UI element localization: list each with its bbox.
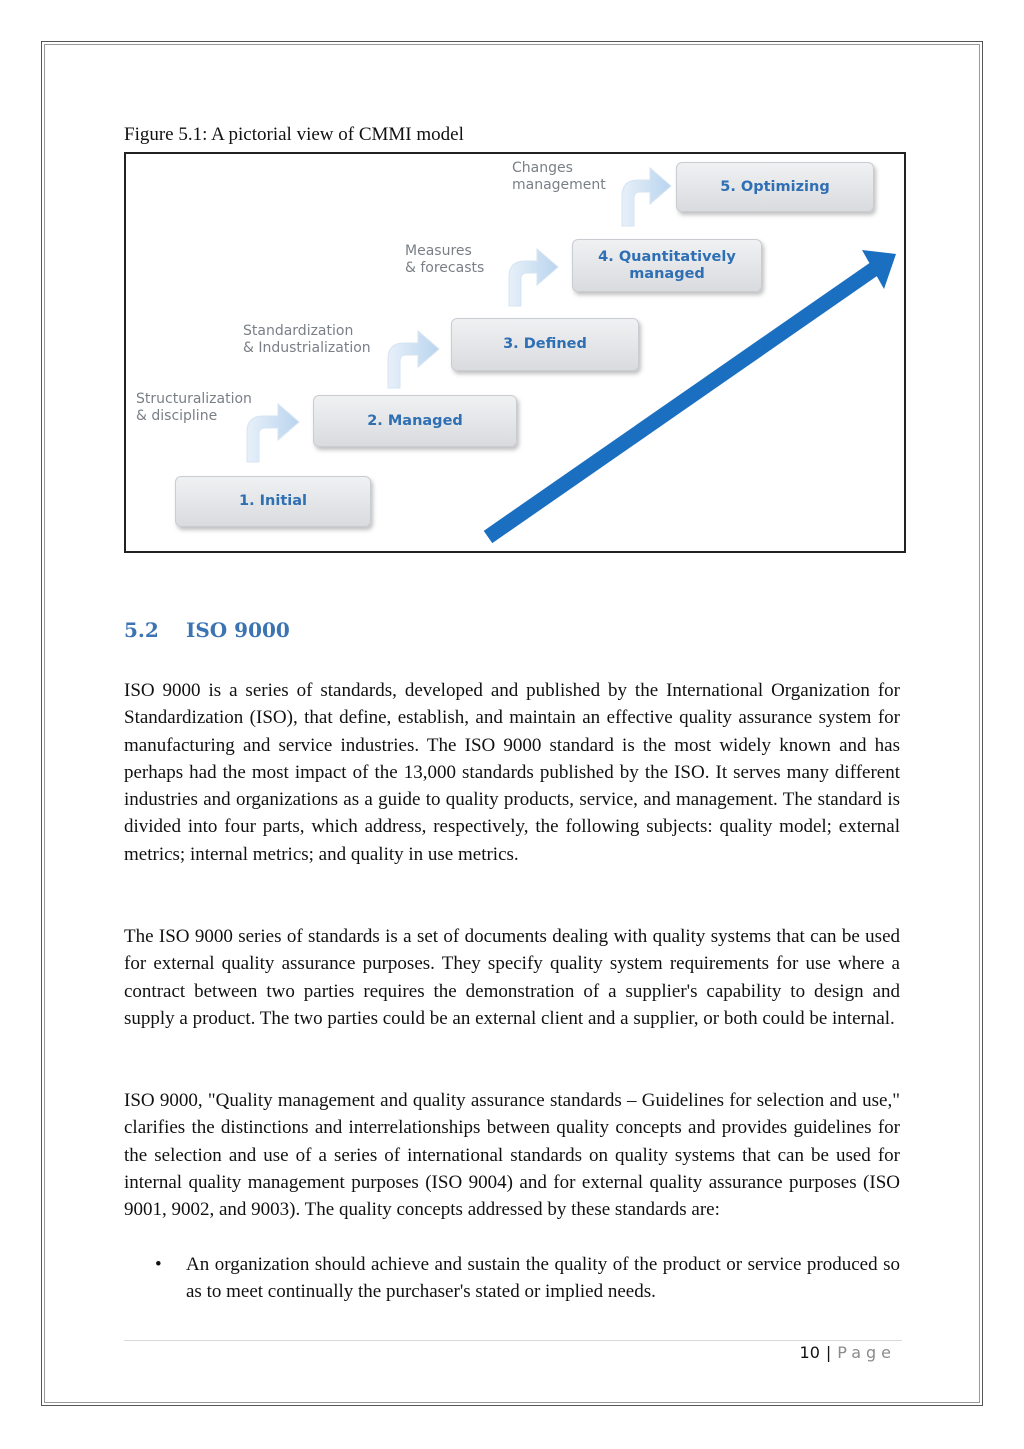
page-number: 10 xyxy=(799,1343,820,1362)
step-arrow-icon-2 xyxy=(388,331,439,388)
page-footer xyxy=(800,1343,896,1362)
level-box-defined: 3. Defined xyxy=(451,318,639,371)
list-item xyxy=(124,1251,900,1306)
stage-label-structuralization: Structuralization & discipline xyxy=(136,391,252,424)
big-diagonal-arrow-icon xyxy=(488,250,896,537)
paragraph-3: ISO 9000, "Quality management and quality assurance standards – Guidelines for selection and use," clarifies the distinctions and interrelationships between quality concepts and provides guidelines for the selection and use of a series of international standards on quality systems that can be used for internal quality management purposes (ISO 9004) and for external quality assurance purposes (ISO 9001, 9002, and 9003). The quality concepts addressed by these standards are: xyxy=(124,1090,900,1221)
step-arrow-icon-1 xyxy=(247,404,299,462)
stage-label-changes: Changes management xyxy=(512,160,606,193)
bullet-text: An organization should achieve and sustain the quality of the product or service produced so as to meet continually the purchaser's stated or implied needs. xyxy=(186,1254,900,1303)
level-box-initial: 1. Initial xyxy=(175,476,371,527)
paragraph-1: ISO 9000 is a series of standards, developed and published by the International Organization for Standardization (ISO), that define, establish, and maintain an effective quality assurance system for manufacturing and service industries. The ISO 9000 standard is the most widely known and has perhaps had the most impact of the 13,000 standards published by the ISO. It serves many different industries and organizations as a guide to quality products, service, and management. The standard is divided into four parts, which address, respectively, the following subjects: quality model; external metrics; internal metrics; and quality in use metrics. xyxy=(124,680,900,865)
bullet-dot-icon: • xyxy=(155,1254,162,1275)
footer-separator: | xyxy=(825,1343,832,1362)
paragraph-2: The ISO 9000 series of standards is a set of documents dealing with quality systems that can be used for external quality assurance purposes. They specify quality system requirements for use where a contract between two parties requires the demonstration of a supplier's capability to design and supply a product. The two parties could be an external client and a supplier, or both could be internal. xyxy=(124,926,900,1029)
footer-divider xyxy=(124,1340,902,1341)
step-arrow-icon-3 xyxy=(509,249,558,306)
cmmi-figure xyxy=(124,152,906,553)
level-box-managed: 2. Managed xyxy=(313,395,517,447)
figure-caption: Figure 5.1: A pictorial view of CMMI model xyxy=(124,124,464,145)
section-title: ISO 9000 xyxy=(186,618,290,642)
level-box-quantitatively-managed: 4. Quantitatively managed xyxy=(572,239,762,292)
stage-label-measures: Measures & forecasts xyxy=(405,243,485,276)
bullet-list xyxy=(124,1251,900,1306)
section-number: 5.2 xyxy=(124,618,159,642)
level-box-optimizing: 5. Optimizing xyxy=(676,162,874,212)
step-arrow-icon-4 xyxy=(622,168,671,226)
page-word: Page xyxy=(837,1343,896,1362)
stage-label-standardization: Standardization & Industrialization xyxy=(243,323,371,356)
section-heading xyxy=(124,618,290,642)
